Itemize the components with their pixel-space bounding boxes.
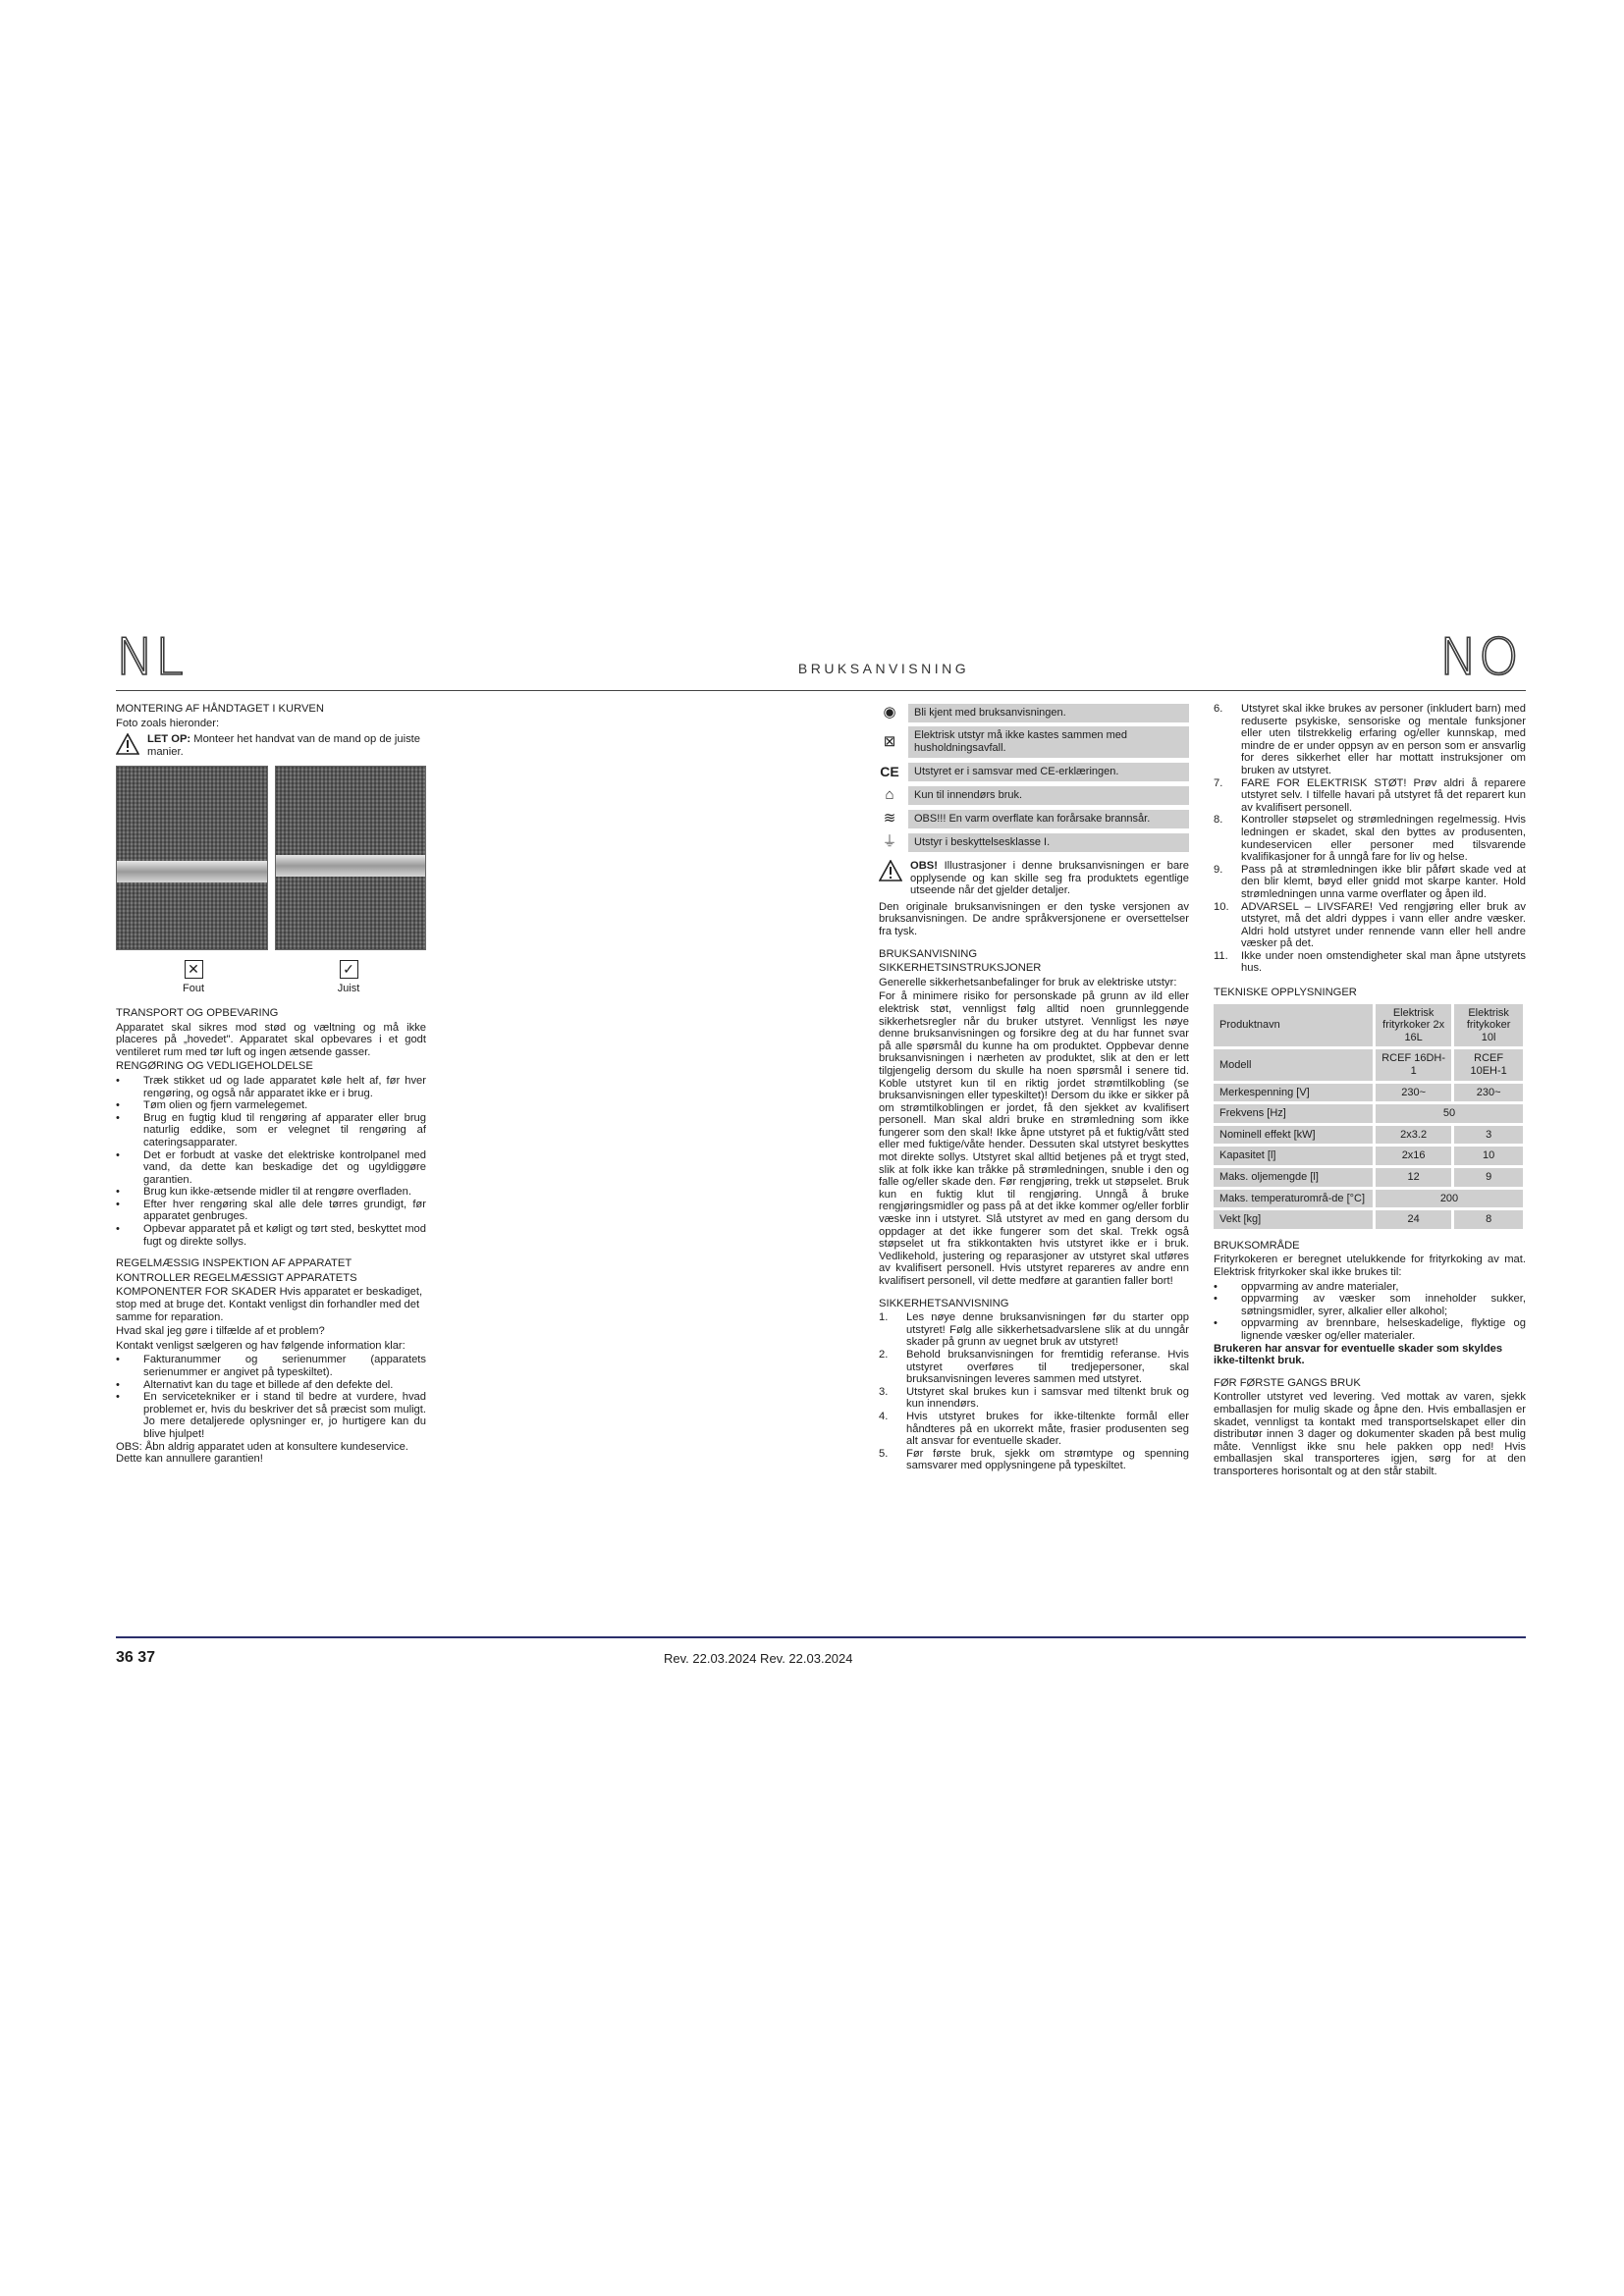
spec-row <box>1214 1147 1523 1165</box>
spec-value: Elektrisk frityrkoker 2x 16L <box>1376 1004 1451 1047</box>
item-text: Utstyret skal brukes kun i samsvar med tiltenkt bruk og kun innendørs. <box>906 1385 1189 1411</box>
spec-row <box>1214 1084 1523 1102</box>
safety-title: SIKKERHETSINSTRUKSJONER <box>879 962 1042 975</box>
item-text: Kontroller støpselet og strømledningen regelmessig. Hvis ledningen er skadet, skal den byttes av produsenten, kundeservicen eller personer med tilsvarende kvalifikasjoner for å unngå fare for liv og helse. <box>1241 814 1526 864</box>
list-item-text: Efter hver rengøring skal alle dele tørres grundigt, før apparatet genbruges. <box>143 1198 426 1223</box>
list-item-text: Brug en fugtig klud til rengøring af apparater eller brug naturlig eddike, som er velegnet til rengøring af cateringsapparater. <box>143 1111 426 1148</box>
list-item-text: Træk stikket ud og lade apparatet køle helt af, før hver rengøring, og også når apparatet ikke er i brug. <box>143 1074 426 1099</box>
read-manual-icon: ◉ <box>883 704 896 721</box>
hot-surface-icon: ≋ <box>883 810 896 827</box>
obs-text: Illustrasjoner i denne bruksanvisningen er bare opplysende og kan skille seg fra produktets egentlige utseende når det gjelder detaljer. <box>910 860 1189 897</box>
numbered-item <box>1214 950 1526 975</box>
symbol-text: Elektrisk utstyr må ikke kastes sammen med husholdningsavfall. <box>908 726 1189 758</box>
inspection-contact: Kontakt venligst sælgeren og hav følgende information klar: <box>116 1339 406 1352</box>
list-item-text: Det er forbudt at vaske det elektriske kontrolpanel med vand, da dette kan beskadige det og ugyldiggøre garantien. <box>143 1148 426 1186</box>
bullet-marker: • <box>116 1186 120 1199</box>
item-number: 10. <box>1214 900 1229 913</box>
numbered-item <box>879 1448 1189 1472</box>
transport-text: Apparatet skal sikres mod stød og væltning og må ikke placeres på „hovedet". Apparatet skal opbevares i et godt ventileret rum med tør luft og ingen ætsende gasser. <box>116 1021 426 1058</box>
bullet-marker: • <box>116 1198 120 1210</box>
spec-value: RCEF 10EH-1 <box>1454 1049 1523 1080</box>
symbol-text: Kun til innendørs bruk. <box>908 786 1189 805</box>
sikker-title: SIKKERHETSANVISNING <box>879 1297 1009 1309</box>
bullet-marker: • <box>116 1354 120 1366</box>
transport-title: TRANSPORT OG OPBEVARING <box>116 1006 279 1019</box>
spec-value: RCEF 16DH-1 <box>1376 1049 1451 1080</box>
list-item <box>1214 1281 1526 1294</box>
item-text: FARE FOR ELEKTRISK STØT! Prøv aldri å reparere utstyret selv. I tilfelle havari på utstyret få det reparert kun av kvalifisert personell. <box>1241 776 1526 814</box>
wrong-label: Fout <box>182 983 204 995</box>
check-box-icon: ✓ <box>340 960 358 979</box>
warning-triangle-icon <box>116 733 139 755</box>
photo-wrong-mount <box>116 766 268 950</box>
right-label: Juist <box>337 983 360 995</box>
item-number: 2. <box>879 1348 889 1361</box>
bullet-marker: • <box>116 1223 120 1236</box>
symbol-text: Bli kjent med bruksanvisningen. <box>908 704 1189 722</box>
inspection-question: Hvad skal jeg gøre i tilfælde af et problem? <box>116 1325 325 1338</box>
bullet-marker: • <box>116 1148 120 1161</box>
numbered-item <box>1214 703 1526 777</box>
spec-row <box>1214 1210 1523 1229</box>
warning-label: LET OP: <box>147 733 191 746</box>
numbered-item <box>1214 901 1526 950</box>
mount-title: MONTERING AF HÅNDTAGET I KURVEN <box>116 703 324 715</box>
spec-label: Kapasitet [l] <box>1214 1147 1373 1165</box>
revision-date: Rev. 22.03.2024 Rev. 22.03.2024 <box>664 1651 853 1666</box>
symbol-row <box>879 703 1189 722</box>
numbered-item <box>1214 814 1526 863</box>
list-item <box>1214 1317 1526 1342</box>
original-text: Den originale bruksanvisningen er den tyske versjonen av bruksanvisningen. De andre språkversjonene er oversettelser fra tysk. <box>879 900 1189 937</box>
item-number: 8. <box>1214 814 1223 827</box>
bullet-marker: • <box>116 1391 120 1404</box>
list-item-text: oppvarming av brennbare, helseskadelige, flyktige og lignende væsker og/eller materialer. <box>1241 1317 1526 1342</box>
cleaning-title: RENGØRING OG VEDLIGEHOLDELSE <box>116 1060 313 1073</box>
spec-row <box>1214 1168 1523 1187</box>
item-text: Hvis utstyret brukes for ikke-tiltenkte formål eller håndteres på en ukorrekt måte, frasier produsenten seg alt ansvar for eventuelle skader. <box>906 1410 1189 1448</box>
bullet-marker: • <box>1214 1280 1218 1293</box>
list-item <box>116 1075 426 1099</box>
left-column <box>116 703 426 1468</box>
cross-box-icon: ✕ <box>185 960 203 979</box>
symbol-row <box>879 762 1189 781</box>
item-number: 1. <box>879 1311 889 1324</box>
use-text: Frityrkokeren er beregnet utelukkende for frityrkoking av mat. Elektrisk frityrkoker skal ikke brukes til: <box>1214 1254 1526 1278</box>
symbol-row <box>879 809 1189 828</box>
inspection-subtitle: KONTROLLER REGELMÆSSIGT APPARATETS <box>116 1271 357 1284</box>
bullet-marker: • <box>1214 1317 1218 1330</box>
item-text: Les nøye denne bruksanvisningen før du starter opp utstyret! Følg alle sikkerhetsadvarslene slik at du unngår skader på grunn av uegnet bruk av utstyret! <box>906 1311 1189 1349</box>
spec-value: 230~ <box>1376 1084 1451 1102</box>
manual-title: BRUKSANVISNING <box>879 947 978 960</box>
list-item <box>1214 1293 1526 1317</box>
list-item-text: En servicetekniker er i stand til bedre at vurdere, hvad problemet er, hvis du beskriver det så præcist som muligt. Jo mere detaljerede oplysninger er, jo hurtigere kan du blive hjulpet! <box>143 1391 426 1440</box>
obs-note: OBS: Åbn aldrig apparatet uden at konsultere kundeservice. Dette kan annullere garantien! <box>116 1440 408 1466</box>
symbol-text: Utstyr i beskyttelsesklasse I. <box>908 833 1189 852</box>
list-item-text: Opbevar apparatet på et køligt og tørt sted, beskyttet mod fugt og direkte sollys. <box>143 1223 426 1248</box>
item-text: Utstyret skal ikke brukes av personer (inkludert barn) med reduserte psykiske, sensoriske og mentale funksjoner eller uten tilstrekkelig erfaring og/eller kunnskap, med mindre de er under oppsyn av en person som er ansvarlig for deres sikkerhet eller har mottatt instruksjoner om bruken av utstyret. <box>1241 703 1526 776</box>
list-item-text: oppvarming av andre materialer, <box>1241 1280 1399 1293</box>
inspection-title: REGELMÆSSIG INSPEKTION AF APPARATET <box>116 1257 352 1270</box>
use-title: BRUKSOMRÅDE <box>1214 1239 1300 1252</box>
right-item <box>271 960 426 995</box>
spec-value: 50 <box>1376 1104 1523 1123</box>
document-title: BRUKSANVISNING <box>797 661 970 676</box>
list-item <box>116 1354 426 1378</box>
item-number: 9. <box>1214 863 1223 876</box>
spec-label: Maks. temperaturområ-de [°C] <box>1214 1190 1373 1208</box>
inspection-text: KOMPONENTER FOR SKADER Hvis apparatet er beskadiget, stop med at bruge det. Kontakt venligst din forhandler med det samme for reparation. <box>116 1286 423 1323</box>
numbered-item <box>879 1311 1189 1349</box>
basket-photos <box>116 766 426 950</box>
spec-label: Produktnavn <box>1214 1004 1373 1047</box>
spec-value: 8 <box>1454 1210 1523 1229</box>
spec-label: Merkespenning [V] <box>1214 1084 1373 1102</box>
spec-row <box>1214 1126 1523 1145</box>
right-column <box>1214 703 1526 1479</box>
spec-value: Elektrisk fritykoker 10l <box>1454 1004 1523 1047</box>
list-item <box>116 1199 426 1223</box>
spec-value: 24 <box>1376 1210 1451 1229</box>
spec-row <box>1214 1004 1523 1047</box>
item-text: Før første bruk, sjekk om strømtype og spenning samsvarer med opplysningene på typeskiltet. <box>906 1447 1189 1472</box>
spec-value: 2x3.2 <box>1376 1126 1451 1145</box>
obs-warning <box>879 860 1189 897</box>
item-number: 3. <box>879 1385 889 1398</box>
safety-text: For å minimere risiko for personskade på grunn av ild eller elektrisk støt, vennligst følg alltid noen grunnleggende sikkerhetsregler når du bruker utstyret. Vennligst les nøye denne bruksanvisningen og forsikre deg at du har funnet svar på alle spørsmål du kunne ha om produktet. Oppbevar denne bruksanvisningen i nærheten av produktet, slik at den er lett tilgjengelig dersom du skulle ha noen spørsmål i senere tid. Koble utstyret kun til en riktig jordet strømtilkobling (se bruksanvisningen eller typeskiltet)! Dersom du ikke er sikker på om strømtilkoblingen er jordet, få den sjekket av kvalifisert personell. Man skal aldri bruke en strømledning som ikke fungerer som den skal! Ikke åpne utstyret på et fuktig/vått sted eller med fuktige/våte hender. Dessuten skal utstyret beskyttes mot direkte sollys. Utstyret skal alltid betjenes på et trygt sted, slik at folk ikke kan tråkke på strømledningen, snuble i den og falle og/eller skade den. Før rengjøring, trekk ut støpselet. Bruk kun en fuktig klut til rengjøring. Unngå å bruke rengjøringsmidler og pass på at det ikke kommer og/eller forblir væske inn i utstyret. Slå utstyret av med en gang dersom du oppdager at det ikke fungerer som det skal. Trekk også støpselet ut fra stikkontakten hvis utstyret ikke er i bruk. Vedlikehold, justering og reparasjoner av utstyret skal utføres av kvalifisert personell. Hvis utstyret repareres av andre enn kvalifisert personell, vil dette medføre at garantien faller bort! <box>879 990 1189 1287</box>
spec-value: 3 <box>1454 1126 1523 1145</box>
footer-divider <box>116 1636 1526 1638</box>
numbered-item <box>1214 777 1526 815</box>
spec-value: 10 <box>1454 1147 1523 1165</box>
numbered-item <box>879 1411 1189 1448</box>
item-number: 5. <box>879 1447 889 1460</box>
item-text: ADVARSEL – LIVSFARE! Ved rengjøring eller bruk av utstyret, må det aldri dyppes i vann eller andre væsker. Aldri hold utstyret under rennende vann eller hell andre væsker på det. <box>1241 900 1526 950</box>
list-item <box>116 1099 426 1112</box>
safety-intro: Generelle sikkerhetsanbefalinger for bruk av elektriske utstyr: <box>879 976 1177 988</box>
symbol-row <box>879 726 1189 758</box>
list-item-text: Brug kun ikke-ætsende midler til at rengøre overfladen. <box>143 1186 411 1199</box>
photo-correct-mount <box>275 766 427 950</box>
warning-text: Monteer het handvat van de mand op de juiste manier. <box>147 733 420 758</box>
spec-label: Maks. oljemengde [l] <box>1214 1168 1373 1187</box>
spec-table <box>1211 1001 1526 1232</box>
list-item-text: Fakturanummer og serienummer (apparatets serienummer er angivet på typeskiltet). <box>143 1354 426 1378</box>
numbered-item <box>879 1349 1189 1386</box>
sikker-list <box>879 1311 1189 1472</box>
middle-column <box>879 703 1189 1472</box>
symbol-text: Utstyret er i samsvar med CE-erklæringen. <box>908 763 1189 781</box>
list-item-text: Tøm olien og fjern varmelegemet. <box>143 1099 308 1112</box>
item-number: 4. <box>879 1410 889 1422</box>
bullet-marker: • <box>1214 1293 1218 1306</box>
page-numbers: 36 37 <box>116 1649 156 1666</box>
spec-label: Vekt [kg] <box>1214 1210 1373 1229</box>
obs-label: OBS! <box>910 860 938 872</box>
spec-row <box>1214 1190 1523 1208</box>
spec-row <box>1214 1049 1523 1080</box>
use-warning: Brukeren har ansvar for eventuelle skader som skyldes ikke-tiltenkt bruk. <box>1214 1342 1503 1367</box>
numbered-item <box>879 1386 1189 1411</box>
symbol-row <box>879 832 1189 852</box>
cleaning-list <box>116 1075 426 1248</box>
mount-warning <box>116 733 426 758</box>
list-item <box>116 1112 426 1149</box>
list-item-text: Alternativt kan du tage et billede af den defekte del. <box>143 1378 394 1391</box>
spec-value: 2x16 <box>1376 1147 1451 1165</box>
spec-label: Nominell effekt [kW] <box>1214 1126 1373 1145</box>
symbol-row <box>879 785 1189 805</box>
list-item <box>116 1379 426 1392</box>
inspection-list <box>116 1354 426 1440</box>
safety-list-continued <box>1214 703 1526 975</box>
no-bin-icon: ⊠ <box>883 733 896 750</box>
bullet-marker: • <box>116 1074 120 1087</box>
spec-row <box>1214 1104 1523 1123</box>
spec-value: 230~ <box>1454 1084 1523 1102</box>
item-text: Ikke under noen omstendigheter skal man åpne utstyrets hus. <box>1241 949 1526 975</box>
item-number: 7. <box>1214 776 1223 789</box>
use-list <box>1214 1281 1526 1343</box>
bullet-marker: • <box>116 1099 120 1112</box>
numbered-item <box>1214 864 1526 901</box>
item-text: Behold bruksanvisningen for fremtidig referanse. Hvis utstyret overføres til tredjepersoner, skal bruksanvisningen leveres sammen med utstyret. <box>906 1348 1189 1386</box>
item-number: 11. <box>1214 949 1228 962</box>
mount-subtitle: Foto zoals hieronder: <box>116 717 220 729</box>
bullet-marker: • <box>116 1378 120 1391</box>
spec-value: 9 <box>1454 1168 1523 1187</box>
tech-title: TEKNISKE OPPLYSNINGER <box>1214 987 1357 999</box>
first-use-title: FØR FØRSTE GANGS BRUK <box>1214 1376 1361 1389</box>
list-item <box>116 1391 426 1440</box>
spec-label: Modell <box>1214 1049 1373 1080</box>
item-number: 6. <box>1214 703 1223 715</box>
warning-triangle-icon <box>879 860 902 881</box>
header-divider <box>116 690 1526 691</box>
spec-value: 200 <box>1376 1190 1523 1208</box>
symbol-text: OBS!!! En varm overflate kan forårsake brannsår. <box>908 810 1189 828</box>
list-item <box>116 1186 426 1199</box>
list-item <box>116 1223 426 1248</box>
spec-label: Frekvens [Hz] <box>1214 1104 1373 1123</box>
photo-labels <box>116 960 426 995</box>
symbol-list <box>879 703 1189 852</box>
wrong-item <box>116 960 271 995</box>
spec-value: 12 <box>1376 1168 1451 1187</box>
language-code-no: NO <box>1439 628 1520 687</box>
list-item <box>116 1149 426 1187</box>
ce-mark-icon: CE <box>880 764 899 779</box>
bullet-marker: • <box>116 1111 120 1124</box>
list-item-text: oppvarming av væsker som inneholder sukker, søtningsmidler, syrer, alkalier eller alkohol; <box>1241 1293 1526 1317</box>
protection-class-icon: ⏚ <box>882 833 897 850</box>
language-code-nl: NL <box>116 628 185 687</box>
indoor-use-icon: ⌂ <box>885 786 894 803</box>
item-text: Pass på at strømledningen ikke blir påført skade ved at den blir klemt, bøyd eller gnidd mot skarpe kanter. Hold strømledningen unna varme overflater og åpen ild. <box>1241 863 1526 900</box>
first-use-text: Kontroller utstyret ved levering. Ved mottak av varen, sjekk emballasjen for mulig skade og åpne den. Hvis emballasjen er skadet, vennligst ta kontakt med transportselskapet eller din distributør innen 3 dager og dokumenter skaden på best mulig måte. Vennligst ikke snu hele pakken opp ned! Hvis emballasjen skal transporteres igjen, sørg for at den transporteres horisontalt og at den står stabilt. <box>1214 1391 1526 1477</box>
